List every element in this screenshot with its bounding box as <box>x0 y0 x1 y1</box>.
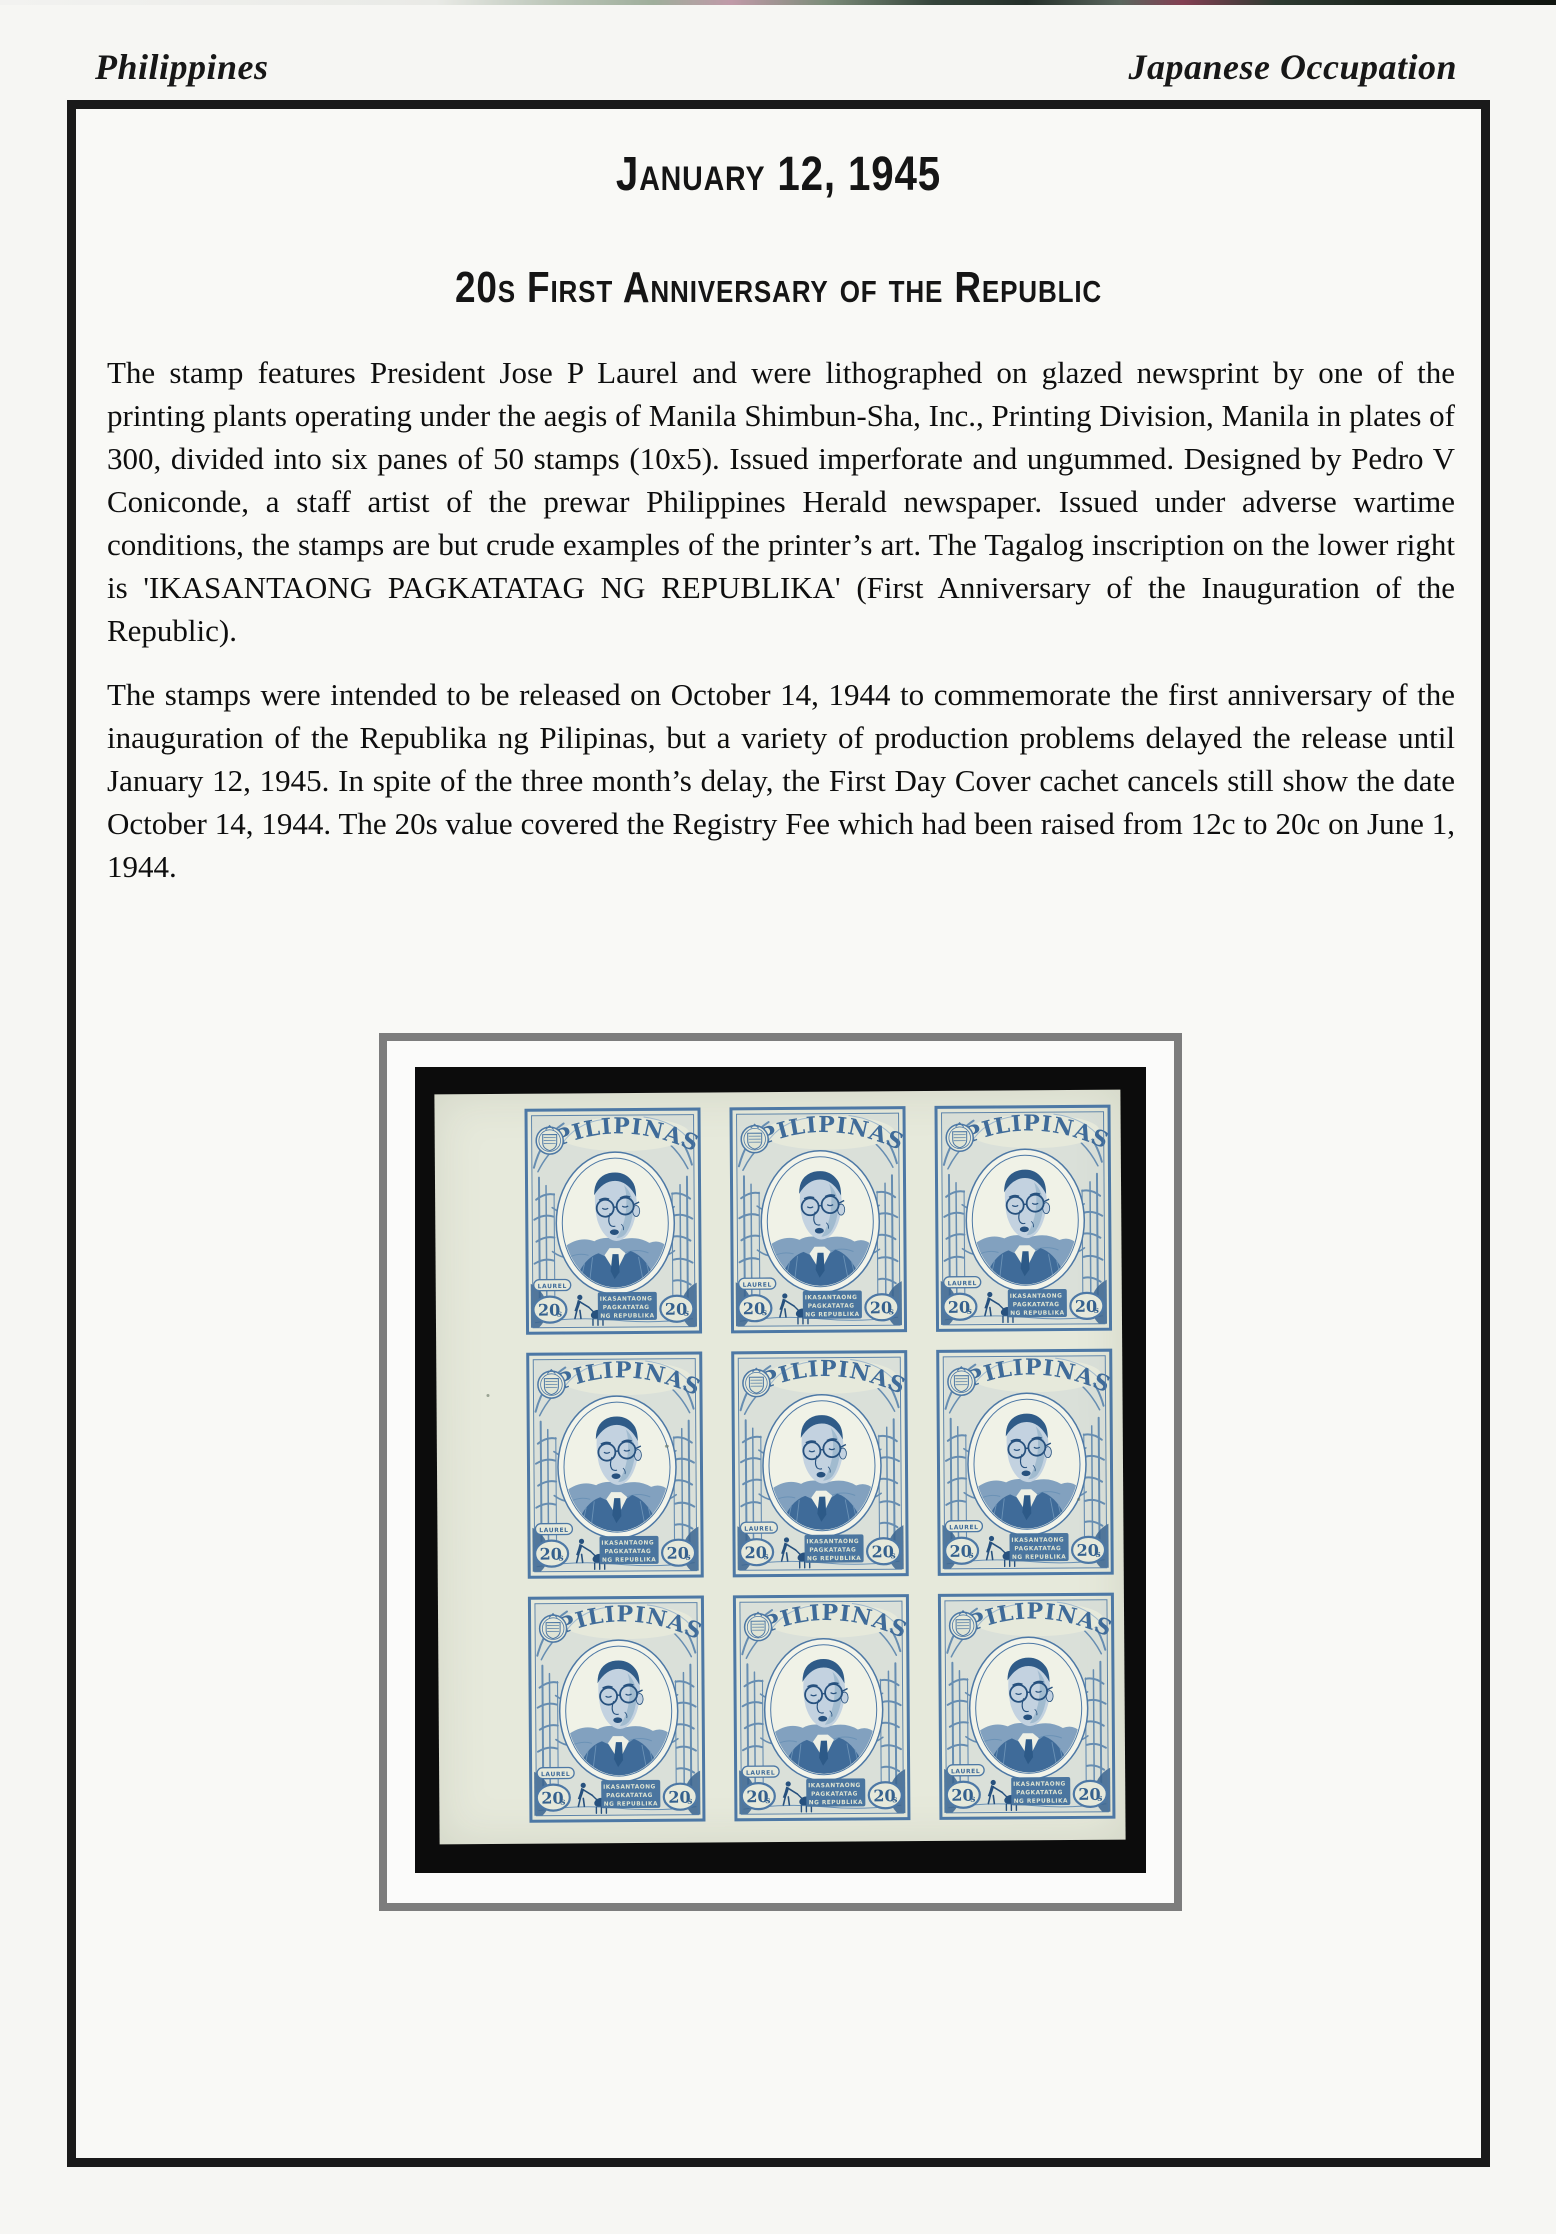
stamp-mount-frame <box>379 1033 1182 1911</box>
paper-speck <box>486 1394 489 1397</box>
body-text <box>107 351 1455 888</box>
stamp <box>730 1349 910 1578</box>
stamp <box>523 1107 703 1336</box>
mount-black-mat <box>415 1067 1146 1873</box>
header-country: Philippines <box>95 47 269 87</box>
header-period: Japanese Occupation <box>1128 47 1457 87</box>
paper-speck <box>665 1445 669 1448</box>
paper-speck <box>1077 1498 1080 1501</box>
page-title: January 12, 1945 <box>615 148 942 201</box>
stamp-block-3x3 <box>523 1104 1116 1824</box>
stamp <box>933 1104 1113 1333</box>
paragraph-2: The stamps were intended to be released on October 14, 1944 to commemorate the first anniversary of the inauguration of the Republika ng Pilipinas, but a variety of production problems delayed the release until January 12, 1945. In spite of the three month’s delay, the First Day Cover cachet cancels still show the date October 14, 1944. The 20s value covered the Registry Fee which had been raised from 12c to 20c on June 1, 1944. <box>107 677 1455 884</box>
stamp <box>732 1593 912 1822</box>
stamp-sheet <box>434 1090 1125 1845</box>
stamp <box>935 1348 1115 1577</box>
paragraph-1: The stamp features President Jose P Laurel and were lithographed on glazed newsprint by one of the printing plants operating under the aegis of Manila Shimbun-Sha, Inc., Printing Division, Manila in plates of 300, divided into six panes of 50 stamps (10x5). Issued imperforate and ungummed. Designed by Pedro V Coniconde, a staff artist of the prewar Philippines Herald newspaper. Issued under adverse wartime conditions, the stamps are but crude examples of the printer’s art. The Tagalog inscription on the lower right is 'IKASANTAONG PAGKATATAG NG REPUBLIKA' (First Anniversary of the Inauguration of the Republic). <box>107 355 1455 648</box>
page-subtitle: 20s First Anniversary of the Republic <box>454 263 1103 312</box>
stamp <box>728 1105 908 1334</box>
stamp <box>527 1595 707 1824</box>
stamp <box>937 1592 1117 1821</box>
scan-artifact-strip <box>0 0 1556 5</box>
stamp <box>525 1351 705 1580</box>
